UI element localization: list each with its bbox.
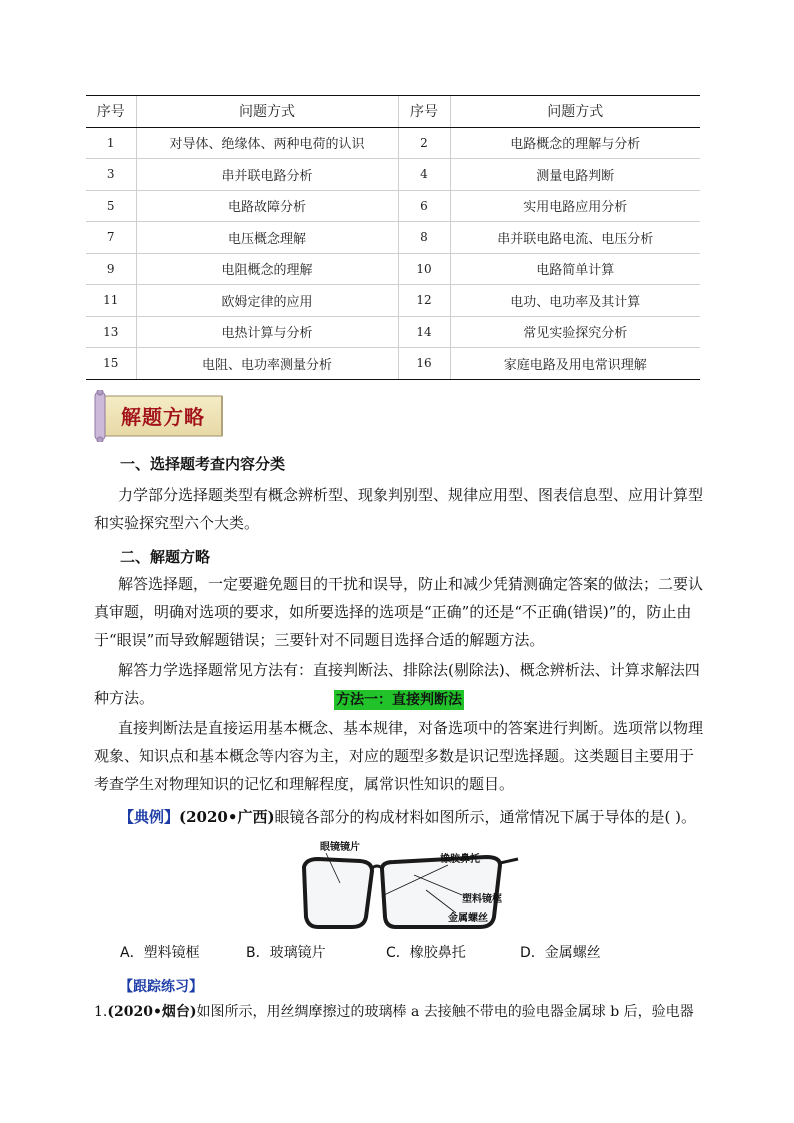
table-cell-question: 测量电路判断 [450,159,700,191]
option-c: C．橡胶鼻托 [386,945,466,961]
example-question [119,806,696,827]
table-cell-question: 对导体、绝缘体、两种电荷的认识 [136,127,398,159]
table-header-row [86,96,700,128]
table-row [86,190,700,222]
table-cell-index: 1 [86,127,136,159]
table-cell-index: 12 [398,285,450,317]
table-cell-question: 串并联电路分析 [136,159,398,191]
section1-heading: 一、选择题考查内容分类 [120,455,286,473]
method1-text: 直接判断法是直接运用基本概念、基本规律，对备选项中的答案进行判断。选项常以物理观象、知识点和基本概念等内容为主，对应的题型多数是识记型选择题。这类题目主要用于考查学生对物理知识的记忆和理解程度，属常识性知识的题目。 [94,719,704,793]
practice-tag: 【跟踪练习】 [119,979,203,995]
table-cell-question: 欧姆定律的应用 [136,285,398,317]
table-row [86,159,700,191]
practice-question-1: 1.(2020•烟台)如图所示，用丝绸摩擦过的玻璃棒 a 去接触不带电的验电器金属球 b 后，验电器 [94,1004,694,1020]
table-row [86,222,700,254]
table-cell-question: 串并联电路电流、电压分析 [450,222,700,254]
table-cell-index: 7 [86,222,136,254]
example-question-text: 眼镜各部分的构成材料如图所示，通常情况下属于导体的是( )。 [274,808,697,826]
example-tag: 【典例】 [119,808,180,826]
table-cell-question: 常见实验探究分析 [450,316,700,348]
topic-table [86,95,700,380]
table-cell-index: 2 [398,127,450,159]
table-cell-question: 电路简单计算 [450,253,700,285]
header-index-1: 序号 [86,96,136,128]
section2-heading: 二、解题方略 [120,548,211,566]
table-cell-question: 实用电路应用分析 [450,190,700,222]
header-index-2: 序号 [398,96,450,128]
table-cell-index: 11 [86,285,136,317]
table-cell-question: 家庭电路及用电常识理解 [450,348,700,380]
glasses-label-nose-pad: 橡胶鼻托 [440,854,480,865]
header-question-2: 问题方式 [450,96,700,128]
table-cell-index: 14 [398,316,450,348]
section1-text: 力学部分选择题类型有概念辨析型、现象判别型、规律应用型、图表信息型、应用计算型和实验探究型六个大类。 [94,486,704,532]
table-cell-index: 4 [398,159,450,191]
method1-label: 方法一：直接判断法 [336,692,462,708]
table-cell-index: 15 [86,348,136,380]
table-cell-question: 电阻、电功率测量分析 [136,348,398,380]
option-b: B．玻璃镜片 [246,945,326,961]
glasses-label-screw: 金属螺丝 [448,913,488,924]
table-row [86,253,700,285]
option-a: A．塑料镜框 [120,945,200,961]
table-row [86,348,700,380]
banner-title: 解题方略 [121,405,205,429]
glasses-label-lens: 眼镜镜片 [320,842,360,853]
table-cell-question: 电路故障分析 [136,190,398,222]
table-row [86,285,700,317]
example-source: (2020•广西) [179,808,275,826]
table-cell-index: 3 [86,159,136,191]
section2-text1: 解答选择题，一定要避免题目的干扰和误导，防止和减少凭猜测确定答案的做法；二要认真审题，明确对选项的要求，如所要选择的选项是“正确”的还是“不正确(错误)”的，防止由于“眼误”而导致解题错误；三要针对不同题目选择合适的解题方法。 [94,575,704,649]
table-row [86,316,700,348]
table-cell-question: 电压概念理解 [136,222,398,254]
table-cell-index: 8 [398,222,450,254]
table-cell-index: 13 [86,316,136,348]
table-cell-index: 16 [398,348,450,380]
section2-text2: 解答力学选择题常见方法有：直接判断法、排除法(剔除法)、概念辨析法、计算求解法四种方法。 [94,661,700,707]
table-cell-index: 10 [398,253,450,285]
table-cell-index: 5 [86,190,136,222]
header-question-1: 问题方式 [136,96,398,128]
table-cell-index: 9 [86,253,136,285]
table-cell-index: 6 [398,190,450,222]
table-row [86,127,700,159]
option-d: D．金属螺丝 [520,945,601,961]
table-cell-question: 电热计算与分析 [136,316,398,348]
glasses-label-frame: 塑料镜框 [462,894,502,905]
table-cell-question: 电路概念的理解与分析 [450,127,700,159]
table-cell-question: 电阻概念的理解 [136,253,398,285]
table-cell-question: 电功、电功率及其计算 [450,285,700,317]
